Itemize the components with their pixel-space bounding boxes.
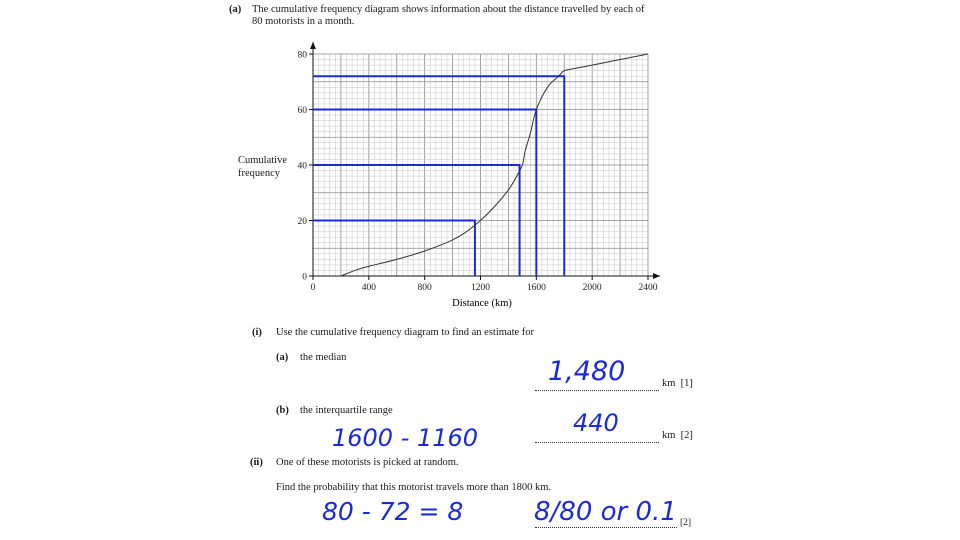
x-tick-label: 1600 bbox=[526, 283, 546, 293]
y-axis-arrow bbox=[310, 42, 316, 49]
handwritten-probability-working: 80 - 72 = 8 bbox=[322, 497, 464, 526]
x-axis-label: Distance (km) bbox=[452, 298, 512, 309]
answer-line-b bbox=[535, 442, 659, 443]
part-b-text: the interquartile range bbox=[300, 405, 393, 416]
intro-line-2: 80 motorists in a month. bbox=[252, 16, 355, 27]
part-b-label: (b) bbox=[276, 405, 289, 416]
handwritten-median-answer: 1,480 bbox=[548, 356, 626, 387]
answer-b-unit: km [2] bbox=[662, 430, 693, 441]
x-tick-label: 0 bbox=[310, 283, 316, 293]
part-i-label: (i) bbox=[252, 327, 262, 338]
y-tick-label: 40 bbox=[297, 161, 307, 172]
y-tick-label: 60 bbox=[297, 106, 307, 116]
part-a-label: (a) bbox=[276, 352, 289, 363]
y-tick-label: 20 bbox=[297, 217, 307, 227]
x-axis-arrow bbox=[653, 273, 660, 279]
x-tick-label: 2400 bbox=[638, 283, 658, 293]
x-tick-label: 1200 bbox=[471, 283, 490, 293]
part-ii-label: (ii) bbox=[250, 457, 263, 468]
part-i-text: Use the cumulative frequency diagram to find an estimate for bbox=[276, 327, 535, 338]
handwritten-iqr-working: 1600 - 1160 bbox=[332, 424, 479, 452]
intro-line-1: The cumulative frequency diagram shows information about the distance travelled by each of bbox=[252, 4, 645, 15]
y-tick-label: 80 bbox=[297, 50, 307, 61]
answer-a-unit: km [1] bbox=[662, 378, 693, 389]
x-tick-label: 800 bbox=[417, 283, 432, 293]
chart-axes bbox=[310, 42, 660, 279]
answer-ii-marks: [2] bbox=[680, 518, 692, 528]
x-tick-label: 2000 bbox=[582, 283, 602, 293]
handwritten-iqr-answer: 440 bbox=[573, 409, 619, 437]
chart-ticks bbox=[298, 51, 658, 294]
answer-line-a bbox=[535, 390, 659, 391]
part-ii-text: One of these motorists is picked at random. bbox=[276, 457, 459, 468]
question-part-label: (a) bbox=[229, 4, 242, 15]
x-tick-label: 400 bbox=[361, 283, 376, 293]
handwritten-probability-answer: 8/80 or 0.1 bbox=[534, 497, 677, 527]
y-axis-label-line2: frequency bbox=[238, 168, 280, 179]
y-axis-label-line1: Cumulative bbox=[238, 155, 287, 166]
part-a-text: the median bbox=[300, 352, 347, 363]
answer-line-ii bbox=[535, 527, 677, 528]
y-tick-label: 0 bbox=[302, 272, 307, 283]
part-ii-text-2: Find the probability that this motorist travels more than 1800 km. bbox=[276, 482, 552, 493]
